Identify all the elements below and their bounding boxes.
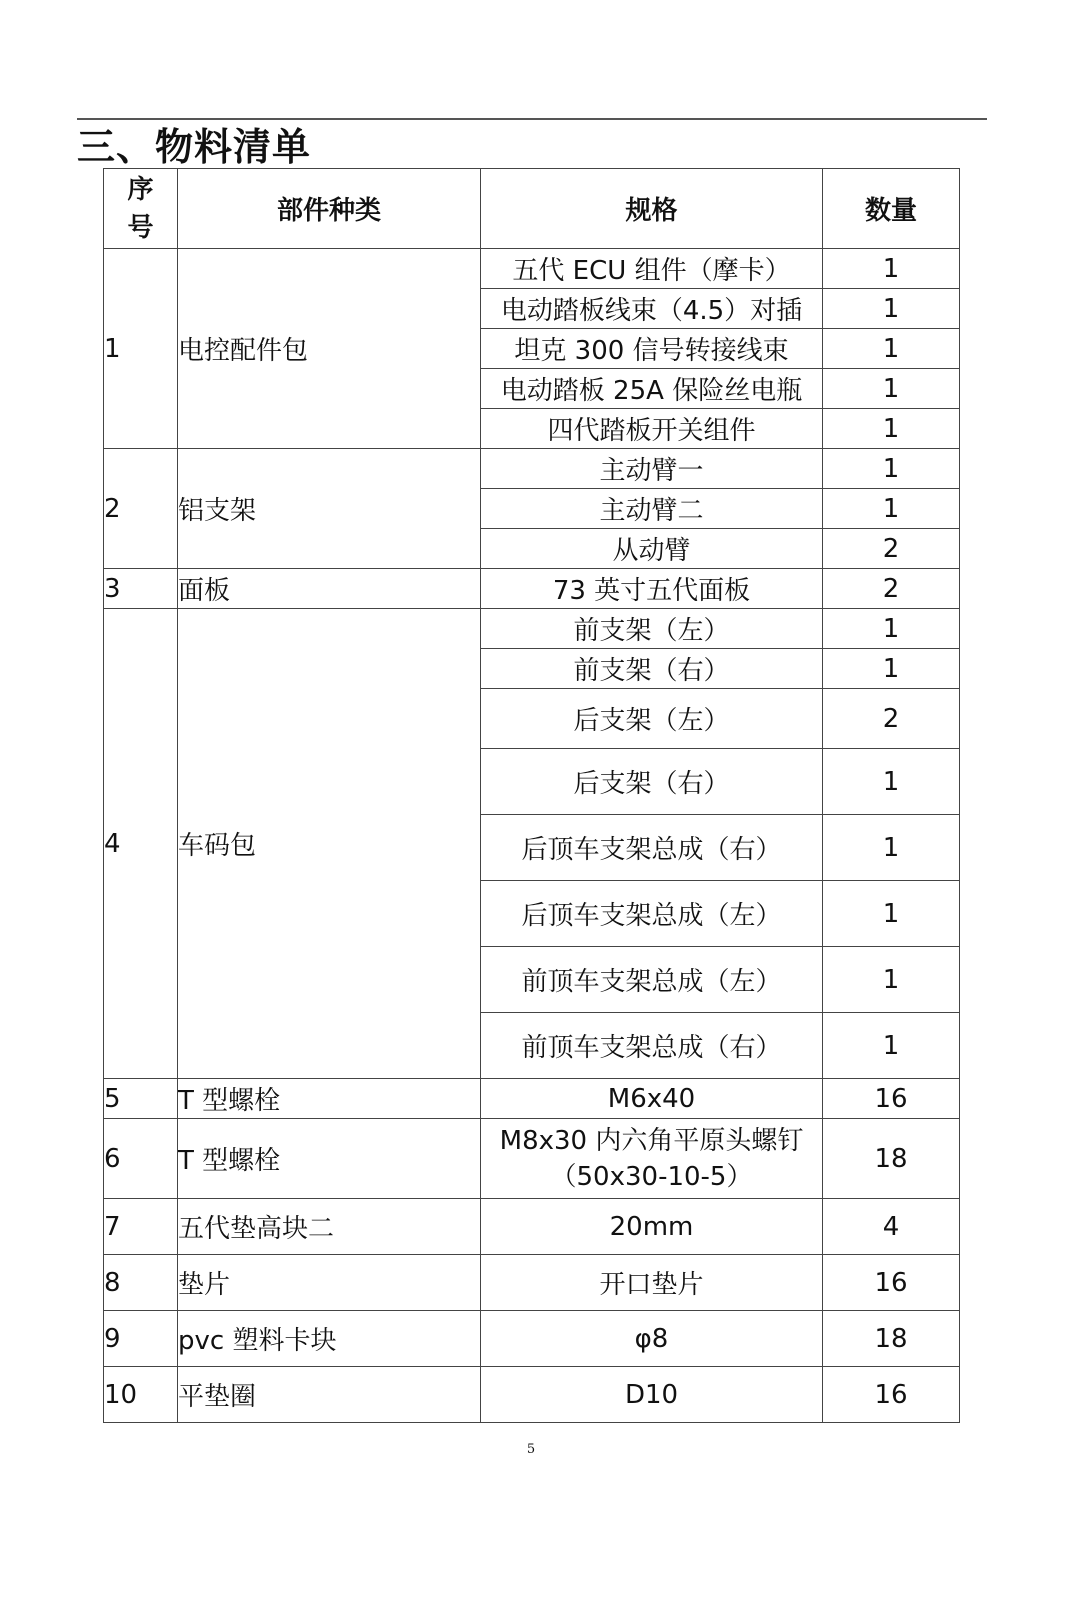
part-category: pvc 塑料卡块 (178, 1311, 481, 1367)
part-category: 五代垫高块二 (178, 1199, 481, 1255)
part-qty: 1 (823, 449, 960, 489)
item-number: 3 (104, 569, 178, 609)
table-row (104, 569, 960, 609)
part-qty: 1 (823, 249, 960, 289)
header-spec: 规格 (481, 169, 823, 249)
part-qty: 1 (823, 881, 960, 947)
item-number: 8 (104, 1255, 178, 1311)
item-number: 6 (104, 1119, 178, 1199)
part-qty: 1 (823, 609, 960, 649)
part-spec: 后支架（左） (481, 689, 823, 749)
part-category: 平垫圈 (178, 1367, 481, 1423)
table-row (104, 1199, 960, 1255)
header-no (104, 169, 178, 249)
part-spec: 前顶车支架总成（左） (481, 947, 823, 1013)
part-category: 铝支架 (178, 449, 481, 569)
item-number: 1 (104, 249, 178, 449)
part-spec: 主动臂二 (481, 489, 823, 529)
part-qty: 1 (823, 1013, 960, 1079)
part-qty: 1 (823, 489, 960, 529)
part-qty: 1 (823, 329, 960, 369)
bill-of-materials-table (103, 168, 960, 1423)
item-number: 5 (104, 1079, 178, 1119)
part-spec: 四代踏板开关组件 (481, 409, 823, 449)
table-row (104, 609, 960, 649)
part-spec: 前顶车支架总成（右） (481, 1013, 823, 1079)
part-qty: 1 (823, 649, 960, 689)
part-qty: 2 (823, 529, 960, 569)
part-qty: 1 (823, 409, 960, 449)
part-spec: 坦克 300 信号转接线束 (481, 329, 823, 369)
part-qty: 16 (823, 1255, 960, 1311)
table-row (104, 249, 960, 289)
part-spec: 前支架（右） (481, 649, 823, 689)
item-number: 9 (104, 1311, 178, 1367)
part-spec: 后顶车支架总成（左） (481, 881, 823, 947)
item-number: 2 (104, 449, 178, 569)
part-spec: 主动臂一 (481, 449, 823, 489)
part-qty: 16 (823, 1367, 960, 1423)
part-qty: 1 (823, 947, 960, 1013)
part-qty: 16 (823, 1079, 960, 1119)
part-qty: 1 (823, 289, 960, 329)
table-row (104, 1119, 960, 1199)
header-row (104, 169, 960, 249)
part-spec: 电动踏板线束（4.5）对插 (481, 289, 823, 329)
part-qty: 2 (823, 689, 960, 749)
page-number: 5 (526, 1442, 536, 1457)
part-spec-text: M8x30 内六角平原头螺钉（50x30-10-5） (499, 1125, 804, 1192)
part-qty: 4 (823, 1199, 960, 1255)
part-qty: 1 (823, 815, 960, 881)
header-category: 部件种类 (178, 169, 481, 249)
header-no-text: 序号 (127, 174, 154, 243)
part-qty: 2 (823, 569, 960, 609)
table-row (104, 449, 960, 489)
part-spec: 20mm (481, 1199, 823, 1255)
part-spec: 开口垫片 (481, 1255, 823, 1311)
part-category: T 型螺栓 (178, 1079, 481, 1119)
part-spec: 五代 ECU 组件（摩卡） (481, 249, 823, 289)
part-spec: D10 (481, 1367, 823, 1423)
part-spec: φ8 (481, 1311, 823, 1367)
header-qty: 数量 (823, 169, 960, 249)
part-qty: 1 (823, 749, 960, 815)
part-qty: 1 (823, 369, 960, 409)
part-qty: 18 (823, 1311, 960, 1367)
part-spec: 电动踏板 25A 保险丝电瓶 (481, 369, 823, 409)
part-qty: 18 (823, 1119, 960, 1199)
part-spec: M6x40 (481, 1079, 823, 1119)
table-row (104, 1367, 960, 1423)
part-category: 面板 (178, 569, 481, 609)
part-spec: 后支架（右） (481, 749, 823, 815)
part-spec: 后顶车支架总成（右） (481, 815, 823, 881)
part-spec: 从动臂 (481, 529, 823, 569)
item-number: 4 (104, 609, 178, 1079)
part-spec: 前支架（左） (481, 609, 823, 649)
item-number: 10 (104, 1367, 178, 1423)
part-category: 垫片 (178, 1255, 481, 1311)
part-category: 电控配件包 (178, 249, 481, 449)
part-category: 车码包 (178, 609, 481, 1079)
table-row (104, 1255, 960, 1311)
part-spec: 73 英寸五代面板 (481, 569, 823, 609)
section-title: 三、物料清单 (77, 125, 312, 169)
header-rule (77, 118, 987, 120)
part-category: T 型螺栓 (178, 1119, 481, 1199)
part-spec (481, 1119, 823, 1199)
table-row (104, 1311, 960, 1367)
item-number: 7 (104, 1199, 178, 1255)
table-row (104, 1079, 960, 1119)
